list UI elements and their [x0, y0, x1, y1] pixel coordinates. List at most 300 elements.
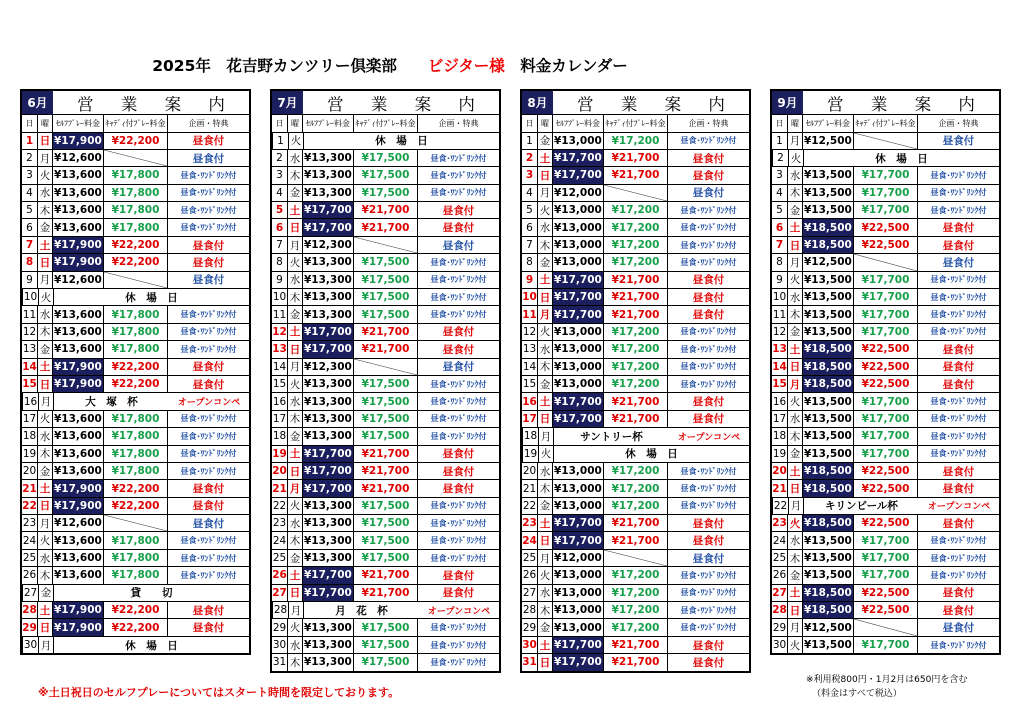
caddie-play-fee [103, 515, 167, 531]
day-row [22, 201, 249, 218]
day-number: 19 [523, 447, 538, 460]
plan-benefit: 昼食･ﾜﾝﾄﾞﾘﾝｸ付 [917, 393, 999, 409]
caddie-play-fee: ¥17,800 [103, 550, 167, 566]
self-play-fee: ¥13,500 [802, 567, 853, 583]
weekday: 月 [537, 550, 552, 566]
day-number: 24 [772, 534, 787, 547]
day-number: 31 [272, 656, 287, 669]
weekday: 火 [537, 567, 552, 583]
weekday: 水 [787, 411, 802, 427]
event-cell [303, 602, 499, 618]
plan-benefit: 昼食･ﾜﾝﾄﾞﾘﾝｸ付 [917, 637, 999, 653]
weekday: 火 [37, 167, 52, 183]
event-cell [53, 289, 249, 305]
day-number: 8 [276, 256, 283, 269]
day-number: 28 [22, 604, 37, 617]
weekday: 水 [287, 637, 302, 653]
plan-benefit: 昼食･ﾜﾝﾄﾞﾘﾝｸ付 [667, 324, 749, 340]
day-row [22, 218, 249, 235]
business-banner: 営 業 案 内 [327, 94, 486, 114]
day-number: 14 [22, 360, 37, 373]
self-play-fee: ¥13,500 [802, 167, 853, 183]
day-number: 20 [522, 465, 537, 478]
day-row [522, 166, 749, 183]
weekday: 金 [287, 306, 302, 322]
day-row [772, 253, 999, 270]
plan-benefit: 昼食･ﾜﾝﾄﾞﾘﾝｸ付 [417, 185, 499, 201]
caddie-play-fee: ¥17,700 [853, 202, 917, 218]
day-number: 12 [772, 325, 787, 338]
plan-benefit: 昼食･ﾜﾝﾄﾞﾘﾝｸ付 [667, 602, 749, 618]
day-row [522, 462, 749, 479]
self-play-fee: ¥17,900 [52, 237, 103, 253]
day-number: 28 [772, 604, 787, 617]
plan-benefit: 昼食付 [167, 359, 249, 375]
self-play-fee: ¥17,700 [302, 219, 353, 235]
caddie-play-fee: ¥22,500 [853, 585, 917, 601]
caddie-play-fee: ¥21,700 [353, 567, 417, 583]
plan-benefit: 昼食･ﾜﾝﾄﾞﾘﾝｸ付 [917, 324, 999, 340]
self-play-fee: ¥13,300 [302, 272, 353, 288]
event-cell [803, 498, 999, 514]
plan-benefit: 昼食･ﾜﾝﾄﾞﾘﾝｸ付 [417, 411, 499, 427]
plan-benefit: 昼食付 [667, 637, 749, 653]
caddie-play-fee: ¥22,500 [853, 515, 917, 531]
self-play-fee: ¥17,700 [552, 654, 603, 670]
self-play-fee: ¥13,000 [552, 359, 603, 375]
day-number: 7 [25, 239, 34, 252]
day-row [522, 132, 749, 149]
caddie-play-fee: ¥17,800 [103, 306, 167, 322]
column-header-row [522, 115, 749, 132]
caddie-play-fee: ¥17,200 [603, 237, 667, 253]
day-row [772, 514, 999, 531]
day-number: 15 [22, 378, 37, 391]
plan-benefit: 昼食･ﾜﾝﾄﾞﾘﾝｸ付 [917, 272, 999, 288]
plan-benefit: 昼食付 [167, 254, 249, 270]
plan-benefit: 昼食付 [417, 480, 499, 496]
caddie-play-fee: ¥17,800 [103, 167, 167, 183]
weekday: 金 [287, 185, 302, 201]
weekday: 木 [287, 532, 302, 548]
weekday: 土 [287, 446, 302, 462]
caddie-play-fee: ¥17,500 [353, 185, 417, 201]
caddie-play-fee: ¥17,200 [603, 619, 667, 635]
caddie-play-fee: ¥22,200 [103, 376, 167, 392]
column-header: 日 [275, 118, 284, 128]
day-row [22, 323, 249, 340]
caddie-play-fee: ¥17,800 [103, 446, 167, 462]
weekday: 火 [38, 289, 53, 305]
day-row [522, 514, 749, 531]
title-prefix: 2025年 花吉野カンツリー倶楽部 [152, 57, 428, 75]
day-row [272, 445, 499, 462]
caddie-play-fee: ¥21,700 [603, 654, 667, 670]
self-play-fee: ¥13,600 [52, 202, 103, 218]
weekday: 火 [537, 324, 552, 340]
self-play-fee: ¥17,900 [52, 619, 103, 635]
day-number: 4 [526, 186, 533, 199]
caddie-play-fee: ¥21,700 [603, 272, 667, 288]
day-number: 1 [25, 134, 34, 147]
plan-benefit: 昼食付 [917, 602, 999, 618]
day-number: 15 [272, 378, 287, 391]
weekday: 金 [787, 446, 802, 462]
day-number: 13 [272, 343, 287, 356]
self-play-fee: ¥17,700 [302, 324, 353, 340]
weekday: 火 [287, 498, 302, 514]
plan-benefit: 昼食付 [167, 602, 249, 618]
self-play-fee: ¥17,700 [552, 637, 603, 653]
plan-benefit: 昼食付 [167, 619, 249, 635]
day-number: 3 [276, 169, 283, 182]
day-row [522, 479, 749, 496]
plan-benefit: 昼食･ﾜﾝﾄﾞﾘﾝｸ付 [417, 654, 499, 670]
plan-benefit: 昼食付 [917, 585, 999, 601]
weekday: 水 [37, 185, 52, 201]
self-play-fee: ¥13,300 [302, 289, 353, 305]
plan-benefit: 昼食付 [917, 359, 999, 375]
weekday: 木 [537, 237, 552, 253]
weekday: 火 [787, 393, 802, 409]
caddie-play-fee: ¥22,200 [103, 619, 167, 635]
column-header: 企画・特典 [667, 115, 749, 132]
weekday: 土 [537, 393, 552, 409]
day-number: 11 [522, 308, 537, 321]
caddie-play-fee: ¥21,700 [603, 532, 667, 548]
day-row [272, 201, 499, 218]
day-row [772, 149, 999, 166]
event-tag: オープンコンペ [177, 398, 241, 409]
day-number: 26 [772, 569, 787, 582]
plan-benefit: 昼食付 [667, 515, 749, 531]
caddie-play-fee: ¥21,700 [353, 219, 417, 235]
self-play-fee: ¥13,000 [552, 341, 603, 357]
column-header-row [272, 115, 499, 132]
column-header: 曜 [287, 115, 302, 132]
caddie-play-fee: ¥17,800 [103, 219, 167, 235]
caddie-play-fee: ¥17,500 [353, 515, 417, 531]
day-row [522, 340, 749, 357]
plan-benefit: 昼食付 [417, 237, 499, 253]
plan-benefit: 昼食付 [667, 185, 749, 201]
caddie-play-fee: ¥17,700 [853, 324, 917, 340]
day-row [772, 218, 999, 235]
weekday: 土 [537, 637, 552, 653]
day-number: 25 [522, 552, 537, 565]
caddie-play-fee: ¥22,200 [103, 133, 167, 149]
day-row [522, 636, 749, 653]
day-number: 27 [522, 586, 537, 599]
plan-benefit: 昼食･ﾜﾝﾄﾞﾘﾝｸ付 [667, 341, 749, 357]
business-banner: 営 業 案 内 [77, 94, 236, 114]
day-number: 25 [772, 552, 787, 565]
plan-benefit: 昼食･ﾜﾝﾄﾞﾘﾝｸ付 [417, 428, 499, 444]
self-play-fee: ¥13,500 [802, 289, 853, 305]
self-play-fee: ¥13,000 [552, 567, 603, 583]
day-number: 26 [272, 569, 287, 582]
weekday: 日 [37, 254, 52, 270]
day-number: 3 [776, 169, 783, 182]
day-number: 28 [273, 604, 288, 617]
plan-benefit: 昼食･ﾜﾝﾄﾞﾘﾝｸ付 [917, 567, 999, 583]
caddie-play-fee: ¥17,500 [353, 550, 417, 566]
self-play-fee: ¥18,500 [802, 359, 853, 375]
plan-benefit: 昼食･ﾜﾝﾄﾞﾘﾝｸ付 [167, 567, 249, 583]
plan-benefit: 昼食･ﾜﾝﾄﾞﾘﾝｸ付 [167, 202, 249, 218]
plan-benefit: 昼食付 [167, 515, 249, 531]
weekday: 月 [787, 254, 802, 270]
plan-benefit: 昼食･ﾜﾝﾄﾞﾘﾝｸ付 [167, 428, 249, 444]
plan-benefit: 昼食･ﾜﾝﾄﾞﾘﾝｸ付 [417, 376, 499, 392]
day-row [772, 410, 999, 427]
month-header [272, 91, 499, 115]
self-play-fee: ¥12,500 [802, 133, 853, 149]
plan-benefit: 昼食･ﾜﾝﾄﾞﾘﾝｸ付 [667, 619, 749, 635]
weekday: 日 [787, 602, 802, 618]
plan-benefit: 昼食･ﾜﾝﾄﾞﾘﾝｸ付 [917, 411, 999, 427]
day-row [22, 584, 249, 601]
day-row [22, 253, 249, 270]
day-number: 21 [272, 482, 287, 495]
day-row [22, 358, 249, 375]
self-play-fee: ¥17,700 [552, 515, 603, 531]
day-row [272, 149, 499, 166]
plan-benefit: 昼食付 [417, 324, 499, 340]
self-play-fee: ¥17,700 [552, 150, 603, 166]
plan-benefit: 昼食･ﾜﾝﾄﾞﾘﾝｸ付 [417, 272, 499, 288]
caddie-play-fee [603, 185, 667, 201]
self-play-fee: ¥17,900 [52, 602, 103, 618]
plan-benefit: 昼食付 [667, 150, 749, 166]
weekday: 日 [37, 376, 52, 392]
caddie-play-fee: ¥21,700 [603, 306, 667, 322]
caddie-play-fee: ¥17,200 [603, 602, 667, 618]
weekday: 金 [787, 202, 802, 218]
day-number: 16 [23, 395, 38, 408]
plan-benefit: 昼食付 [417, 446, 499, 462]
weekday: 金 [537, 619, 552, 635]
weekday: 土 [787, 585, 802, 601]
self-play-fee: ¥13,600 [52, 306, 103, 322]
event-name: 休 場 日 [625, 448, 678, 461]
plan-benefit: 昼食･ﾜﾝﾄﾞﾘﾝｸ付 [417, 289, 499, 305]
day-row [22, 305, 249, 322]
plan-benefit: 昼食･ﾜﾝﾄﾞﾘﾝｸ付 [417, 393, 499, 409]
caddie-play-fee: ¥21,700 [353, 202, 417, 218]
day-row [22, 497, 249, 514]
plan-benefit: 昼食･ﾜﾝﾄﾞﾘﾝｸ付 [167, 306, 249, 322]
business-banner: 営 業 案 内 [577, 94, 736, 114]
plan-benefit: 昼食付 [417, 219, 499, 235]
self-play-fee: ¥13,300 [302, 167, 353, 183]
self-play-fee: ¥13,600 [52, 324, 103, 340]
self-play-fee: ¥12,500 [802, 254, 853, 270]
plan-benefit: 昼食･ﾜﾝﾄﾞﾘﾝｸ付 [667, 498, 749, 514]
caddie-play-fee: ¥17,500 [353, 167, 417, 183]
day-number: 1 [277, 134, 284, 147]
self-play-fee: ¥13,500 [802, 550, 853, 566]
day-row [272, 358, 499, 375]
plan-benefit: 昼食付 [667, 289, 749, 305]
caddie-play-fee: ¥17,800 [103, 428, 167, 444]
day-row [772, 305, 999, 322]
caddie-play-fee: ¥17,200 [603, 480, 667, 496]
weekday: 木 [37, 202, 52, 218]
self-play-fee: ¥13,300 [302, 411, 353, 427]
weekday: 火 [537, 202, 552, 218]
weekday: 土 [37, 480, 52, 496]
plan-benefit: 昼食･ﾜﾝﾄﾞﾘﾝｸ付 [167, 219, 249, 235]
plan-benefit: 昼食･ﾜﾝﾄﾞﾘﾝｸ付 [167, 463, 249, 479]
day-number: 5 [526, 204, 533, 217]
event-name: 大 塚 杯 [85, 396, 138, 409]
day-number: 11 [22, 308, 37, 321]
weekday: 水 [537, 585, 552, 601]
self-play-fee: ¥13,600 [52, 463, 103, 479]
caddie-play-fee [853, 619, 917, 635]
day-number: 10 [522, 291, 537, 304]
day-row [22, 375, 249, 392]
plan-benefit: 昼食･ﾜﾝﾄﾞﾘﾝｸ付 [917, 428, 999, 444]
day-number: 29 [772, 621, 787, 634]
plan-benefit: 昼食付 [667, 654, 749, 670]
self-play-fee: ¥13,000 [552, 376, 603, 392]
self-play-fee: ¥13,300 [302, 498, 353, 514]
plan-benefit: 昼食付 [167, 480, 249, 496]
event-tag: オープンコンペ [427, 606, 491, 617]
day-number: 29 [522, 621, 537, 634]
day-number: 10 [772, 291, 787, 304]
day-number: 25 [272, 552, 287, 565]
event-name: 休 場 日 [875, 152, 928, 165]
self-play-fee: ¥18,500 [802, 237, 853, 253]
day-row [522, 218, 749, 235]
caddie-play-fee: ¥17,500 [353, 428, 417, 444]
day-number: 12 [22, 325, 37, 338]
day-row [772, 201, 999, 218]
weekday: 金 [287, 428, 302, 444]
caddie-play-fee [853, 254, 917, 270]
weekday: 木 [287, 654, 302, 670]
day-row [272, 323, 499, 340]
weekday: 金 [537, 133, 552, 149]
caddie-play-fee: ¥21,700 [603, 637, 667, 653]
weekday: 金 [787, 567, 802, 583]
day-number: 12 [522, 325, 537, 338]
caddie-play-fee: ¥22,200 [103, 254, 167, 270]
day-number: 30 [23, 639, 38, 652]
self-play-fee: ¥17,700 [302, 463, 353, 479]
day-row [522, 531, 749, 548]
self-play-fee: ¥13,500 [802, 393, 853, 409]
column-header: 日 [775, 118, 784, 128]
day-row [772, 288, 999, 305]
weekday: 木 [37, 446, 52, 462]
day-row [522, 305, 749, 322]
self-play-fee: ¥13,300 [302, 150, 353, 166]
caddie-play-fee: ¥17,800 [103, 411, 167, 427]
plan-benefit: 昼食付 [667, 306, 749, 322]
day-number: 20 [22, 465, 37, 478]
day-number: 15 [772, 378, 787, 391]
caddie-play-fee: ¥17,700 [853, 567, 917, 583]
plan-benefit: 昼食･ﾜﾝﾄﾞﾘﾝｸ付 [667, 463, 749, 479]
caddie-play-fee: ¥17,700 [853, 167, 917, 183]
day-row [272, 479, 499, 496]
weekday: 日 [537, 532, 552, 548]
weekday: 日 [287, 463, 302, 479]
plan-benefit: 昼食･ﾜﾝﾄﾞﾘﾝｸ付 [417, 167, 499, 183]
day-number: 17 [272, 412, 287, 425]
caddie-play-fee: ¥17,700 [853, 272, 917, 288]
day-row [272, 184, 499, 201]
weekday: 土 [787, 341, 802, 357]
day-row [772, 132, 999, 149]
day-number: 19 [22, 447, 37, 460]
weekday: 火 [288, 133, 303, 149]
day-number: 18 [772, 430, 787, 443]
weekday: 日 [537, 289, 552, 305]
day-row [522, 271, 749, 288]
day-row [272, 618, 499, 635]
self-play-fee: ¥13,000 [552, 133, 603, 149]
caddie-play-fee: ¥17,200 [603, 498, 667, 514]
weekday: 月 [37, 272, 52, 288]
caddie-play-fee: ¥17,200 [603, 567, 667, 583]
day-row [522, 601, 749, 618]
self-play-fee: ¥17,700 [552, 393, 603, 409]
caddie-play-fee: ¥21,700 [603, 167, 667, 183]
day-row [22, 566, 249, 583]
weekday: 月 [537, 185, 552, 201]
plan-benefit: 昼食付 [917, 341, 999, 357]
weekday: 火 [287, 376, 302, 392]
weekday: 月 [287, 237, 302, 253]
self-play-fee: ¥17,900 [52, 133, 103, 149]
caddie-play-fee [103, 272, 167, 288]
caddie-play-fee: ¥21,700 [353, 463, 417, 479]
weekday: 月 [537, 306, 552, 322]
weekday: 木 [287, 411, 302, 427]
weekday: 木 [287, 289, 302, 305]
day-row [522, 392, 749, 409]
day-number: 5 [776, 204, 783, 217]
day-number: 22 [22, 499, 37, 512]
column-header: ｷｬﾃﾞｨ付ﾌﾟﾚｰ料金 [603, 115, 667, 132]
plan-benefit: 昼食･ﾜﾝﾄﾞﾘﾝｸ付 [667, 567, 749, 583]
event-name: キリンビール杯 [825, 500, 898, 513]
day-number: 17 [772, 412, 787, 425]
day-number: 20 [772, 465, 787, 478]
self-play-fee: ¥13,000 [552, 324, 603, 340]
caddie-play-fee: ¥21,700 [353, 446, 417, 462]
caddie-play-fee [353, 359, 417, 375]
weekday: 水 [537, 219, 552, 235]
day-row [272, 566, 499, 583]
day-number: 22 [773, 499, 788, 512]
self-play-fee: ¥13,000 [552, 219, 603, 235]
weekday: 水 [287, 515, 302, 531]
month-name: 9月 [772, 91, 803, 114]
weekday: 木 [787, 306, 802, 322]
day-row [272, 392, 499, 409]
day-row [522, 149, 749, 166]
plan-benefit: 昼食付 [917, 463, 999, 479]
self-play-fee: ¥13,000 [552, 254, 603, 270]
column-header: 曜 [787, 115, 802, 132]
plan-benefit: 昼食付 [667, 411, 749, 427]
